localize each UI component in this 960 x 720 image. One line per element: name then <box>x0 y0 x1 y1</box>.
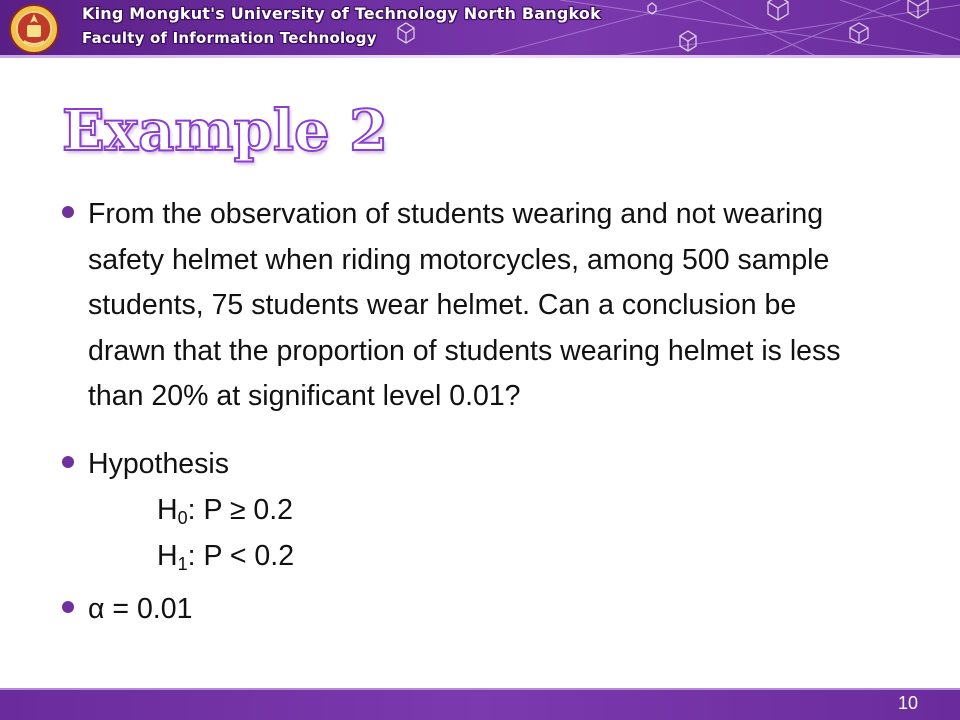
alternative-hypothesis <box>60 533 880 579</box>
bullet-item <box>60 587 880 633</box>
bullet-dot-icon <box>62 456 74 468</box>
footer-bar <box>0 688 960 720</box>
bullet-dot-icon <box>62 601 74 613</box>
banner-divider <box>0 55 960 58</box>
hypothesis-symbol: H <box>157 540 178 572</box>
hypothesis-statement: : P < 0.2 <box>187 540 295 572</box>
null-hypothesis <box>60 487 880 533</box>
bullet-text: From the observation of students wearing and not wearing safety helmet when riding motorcycles, among 500 sample students, 75 students wear helmet. Can a conclusion be drawn that the proportion of students wearing helmet is less than 20% at significant level 0.01? <box>88 198 841 412</box>
footer-divider <box>0 688 960 690</box>
bullet-dot-icon <box>62 206 74 218</box>
hypothesis-subscript: 0 <box>177 508 188 528</box>
header-banner <box>0 0 960 58</box>
hypothesis-symbol: H <box>157 494 178 526</box>
page-number: 10 <box>897 693 918 713</box>
university-name: King Mongkut's University of Technology North Bangkok <box>82 4 601 23</box>
faculty-name: Faculty of Information Technology <box>82 29 377 47</box>
slide-content <box>60 192 880 633</box>
university-seal-icon <box>8 3 60 55</box>
hypothesis-statement: : P ≥ 0.2 <box>187 494 294 526</box>
bullet-text: Hypothesis <box>88 447 229 480</box>
hypothesis-subscript: 1 <box>177 554 188 574</box>
bullet-item <box>60 442 880 488</box>
slide-title: Example 2 <box>62 98 389 164</box>
bullet-item <box>60 192 880 420</box>
bullet-text: α = 0.01 <box>88 593 193 625</box>
